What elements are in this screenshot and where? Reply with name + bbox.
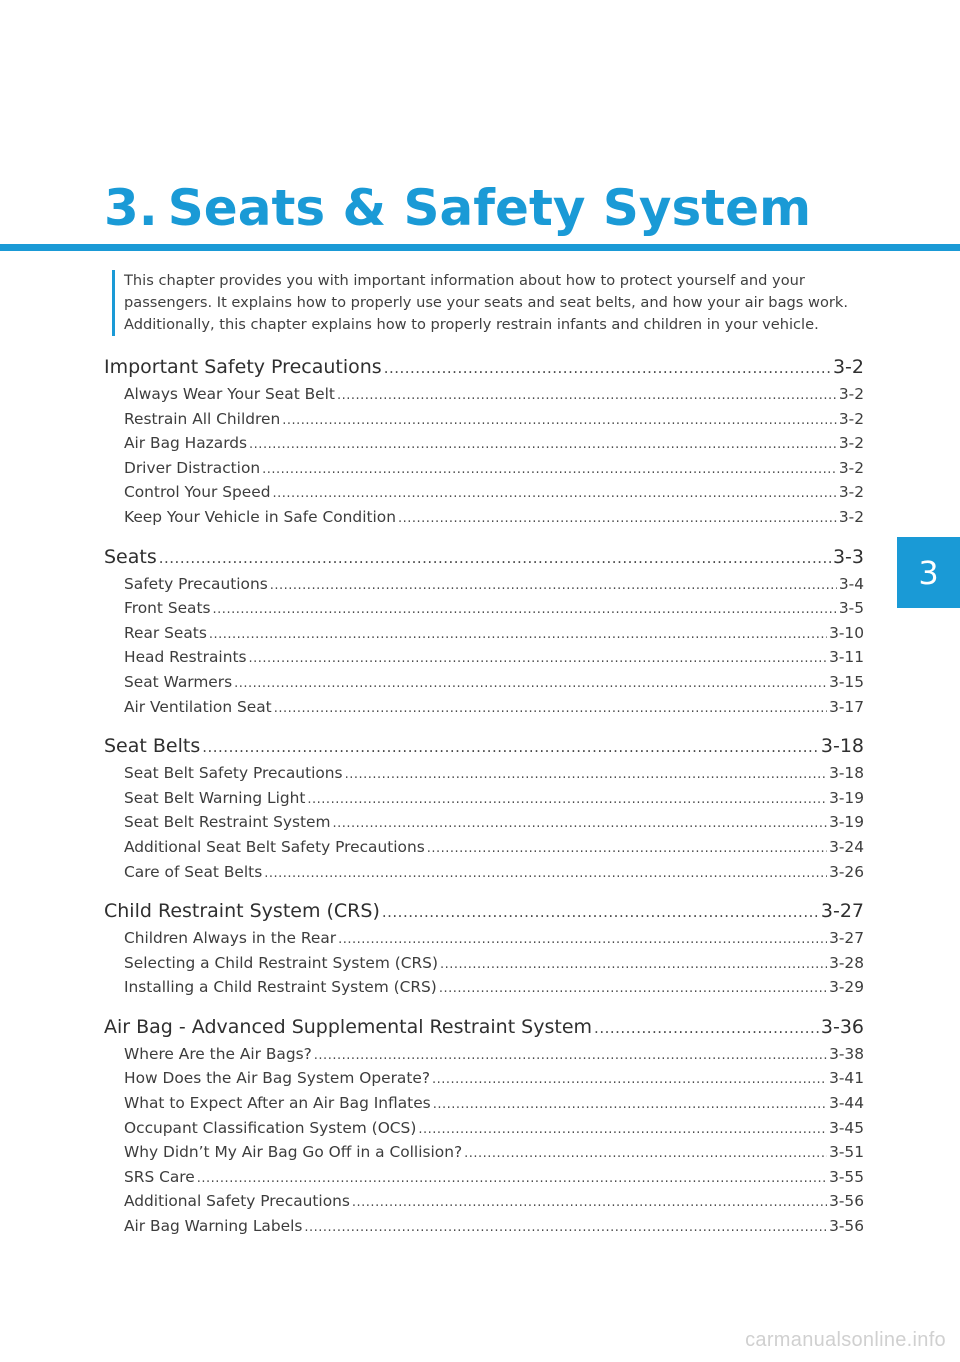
toc-entry-label: Additional Safety Precautions [124, 1192, 350, 1211]
toc-entry[interactable] [124, 506, 864, 531]
chapter-intro [112, 270, 924, 336]
toc-leader-dots [433, 1094, 827, 1117]
toc-entry-page: 3-4 [838, 574, 864, 593]
toc-entry[interactable] [124, 787, 864, 812]
toc-entry[interactable] [124, 622, 864, 647]
toc-section-heading[interactable] [104, 731, 864, 762]
toc-entry[interactable] [124, 671, 864, 696]
toc-entry-page: 3-2 [838, 483, 864, 502]
toc-subsection-list [104, 1043, 864, 1240]
toc-entry-page: 3-55 [829, 1167, 864, 1186]
toc-leader-dots [270, 575, 837, 598]
toc-entry[interactable] [124, 1117, 864, 1142]
toc-entry-label: Seat Belt Safety Precautions [124, 764, 343, 783]
toc-entry-label: Occupant Classification System (OCS) [124, 1118, 417, 1137]
toc-entry[interactable] [124, 383, 864, 408]
toc-entry-page: 3-41 [829, 1069, 864, 1088]
toc-entry-label: What to Expect After an Air Bag Inflates [124, 1094, 431, 1113]
toc-leader-dots [427, 838, 827, 861]
toc-subsection-list [104, 573, 864, 721]
toc-leader-dots [337, 385, 837, 408]
toc-entry[interactable] [124, 1043, 864, 1068]
toc-leader-dots [464, 1143, 827, 1166]
toc-leader-dots [209, 624, 827, 647]
toc-leader-dots [384, 353, 831, 383]
toc-entry-label: Driver Distraction [124, 458, 261, 477]
chapter-tab[interactable] [897, 537, 960, 608]
toc-leader-dots [264, 863, 827, 886]
toc-entry-page: 3-18 [829, 764, 864, 783]
toc-leader-dots [332, 813, 827, 836]
toc-entry-label: Additional Seat Belt Safety Precautions [124, 837, 425, 856]
toc-entry-page: 3-56 [829, 1192, 864, 1211]
toc-section-page: 3-36 [820, 1015, 864, 1038]
toc-leader-dots [440, 954, 827, 977]
toc-entry[interactable] [124, 927, 864, 952]
toc-section-heading[interactable] [104, 352, 864, 383]
toc-entry-page: 3-44 [829, 1094, 864, 1113]
toc-entry[interactable] [124, 1190, 864, 1215]
toc-leader-dots [314, 1045, 827, 1068]
toc-entry[interactable] [124, 481, 864, 506]
toc-entry[interactable] [124, 861, 864, 886]
toc-entry[interactable] [124, 408, 864, 433]
toc-entry-page: 3-15 [829, 672, 864, 691]
toc-entry-label: Seat Warmers [124, 672, 233, 691]
toc-entry-label: Control Your Speed [124, 483, 271, 502]
toc-leader-dots [213, 599, 837, 622]
toc-leader-dots [352, 1192, 827, 1215]
toc-section-title: Seat Belts [104, 735, 201, 758]
toc-leader-dots [282, 410, 837, 433]
toc-entry[interactable] [124, 597, 864, 622]
toc-entry-page: 3-45 [829, 1118, 864, 1137]
toc-leader-dots [197, 1168, 827, 1191]
toc-section [104, 352, 864, 531]
toc-entry-label: Where Are the Air Bags? [124, 1044, 312, 1063]
toc-section-heading[interactable] [104, 1012, 864, 1043]
toc-section-page: 3-3 [832, 545, 864, 568]
toc-entry-label: Seat Belt Restraint System [124, 813, 331, 832]
toc-entry-label: Children Always in the Rear [124, 929, 337, 948]
toc-entry-page: 3-10 [829, 623, 864, 642]
toc-section-heading[interactable] [104, 896, 864, 927]
toc-leader-dots [307, 789, 827, 812]
toc-entry-label: Rear Seats [124, 623, 207, 642]
toc-leader-dots [439, 978, 827, 1001]
toc-entry[interactable] [124, 1141, 864, 1166]
toc-subsection-list [104, 383, 864, 531]
toc-entry[interactable] [124, 1166, 864, 1191]
toc-leader-dots [345, 764, 827, 787]
intro-line: This chapter provides you with important information about how to protect yourself and your [124, 272, 805, 289]
toc-entry-page: 3-17 [829, 697, 864, 716]
toc-entry[interactable] [124, 1067, 864, 1092]
toc-leader-dots [338, 929, 827, 952]
toc-entry-page: 3-2 [838, 409, 864, 428]
toc-entry[interactable] [124, 811, 864, 836]
toc-leader-dots [432, 1069, 827, 1092]
chapter-name: Seats & Safety System [167, 179, 812, 237]
toc-entry-label: Safety Precautions [124, 574, 268, 593]
toc-leader-dots [273, 483, 837, 506]
chapter-title [104, 176, 811, 240]
toc-entry-label: Restrain All Children [124, 409, 281, 428]
toc-entry[interactable] [124, 1092, 864, 1117]
toc-entry[interactable] [124, 836, 864, 861]
chapter-tab-label: 3 [918, 553, 939, 592]
toc-entry-label: Air Bag Hazards [124, 434, 248, 453]
toc-entry-label: Installing a Child Restraint System (CRS) [124, 978, 437, 997]
toc-leader-dots [382, 897, 819, 927]
toc-entry-label: Air Bag Warning Labels [124, 1217, 303, 1236]
toc-section [104, 1012, 864, 1240]
table-of-contents [104, 352, 864, 1240]
toc-leader-dots [249, 434, 837, 457]
title-rule [0, 244, 960, 251]
toc-section-page: 3-18 [820, 735, 864, 758]
toc-entry-label: Head Restraints [124, 648, 247, 667]
toc-section [104, 896, 864, 1001]
intro-line: Additionally, this chapter explains how to properly restrain infants and children in your vehicle. [124, 316, 819, 333]
toc-entry-label: Air Ventilation Seat [124, 697, 272, 716]
intro-line: passengers. It explains how to properly use your seats and seat belts, and how your air bags work. [124, 294, 848, 311]
toc-section-title: Important Safety Precautions [104, 356, 382, 378]
toc-subsection-list [104, 762, 864, 885]
toc-entry-page: 3-56 [829, 1217, 864, 1236]
watermark: carmanualsonline.info [745, 1329, 946, 1351]
toc-section-title: Air Bag - Advanced Supplemental Restraint System [104, 1015, 593, 1038]
toc-section-title: Seats [104, 545, 157, 568]
toc-entry-label: Selecting a Child Restraint System (CRS) [124, 953, 438, 972]
toc-leader-dots [398, 508, 837, 531]
toc-entry[interactable] [124, 952, 864, 977]
toc-entry-label: Seat Belt Warning Light [124, 788, 306, 807]
toc-entry-label: Front Seats [124, 599, 211, 618]
toc-entry-label: Care of Seat Belts [124, 862, 263, 881]
toc-entry[interactable] [124, 976, 864, 1001]
toc-entry[interactable] [124, 432, 864, 457]
toc-entry-page: 3-51 [829, 1143, 864, 1162]
toc-entry-page: 3-2 [838, 507, 864, 526]
toc-entry-page: 3-29 [829, 978, 864, 997]
toc-leader-dots [594, 1013, 819, 1043]
toc-leader-dots [418, 1119, 827, 1142]
toc-entry[interactable] [124, 1215, 864, 1240]
toc-entry-page: 3-19 [829, 788, 864, 807]
toc-leader-dots [202, 732, 819, 762]
toc-section-heading[interactable] [104, 542, 864, 573]
toc-entry-page: 3-24 [829, 837, 864, 856]
toc-entry-page: 3-38 [829, 1044, 864, 1063]
toc-entry-page: 3-26 [829, 862, 864, 881]
toc-entry-page: 3-2 [838, 458, 864, 477]
toc-entry-label: How Does the Air Bag System Operate? [124, 1069, 431, 1088]
toc-section [104, 731, 864, 885]
toc-entry[interactable] [124, 762, 864, 787]
toc-entry-label: Keep Your Vehicle in Safe Condition [124, 507, 396, 526]
toc-leader-dots [234, 673, 827, 696]
toc-leader-dots [304, 1217, 827, 1240]
toc-entry-page: 3-2 [838, 434, 864, 453]
toc-section [104, 542, 864, 721]
toc-leader-dots [249, 648, 828, 671]
toc-leader-dots [159, 543, 831, 573]
toc-entry-label: Always Wear Your Seat Belt [124, 385, 335, 403]
toc-leader-dots [274, 698, 827, 721]
toc-entry-page: 3-5 [838, 599, 864, 618]
toc-subsection-list [104, 927, 864, 1001]
toc-entry-label: SRS Care [124, 1167, 195, 1186]
toc-entry[interactable] [124, 573, 864, 598]
toc-entry-page: 3-11 [829, 648, 864, 667]
toc-section-page: 3-2 [832, 356, 864, 378]
toc-entry-label: Why Didn’t My Air Bag Go Off in a Collision? [124, 1143, 463, 1162]
chapter-number: 3. [104, 179, 158, 237]
toc-section-page: 3-27 [820, 900, 864, 923]
toc-entry-page: 3-28 [829, 953, 864, 972]
toc-leader-dots [262, 459, 837, 482]
toc-entry[interactable] [124, 646, 864, 671]
toc-entry[interactable] [124, 457, 864, 482]
toc-section-title: Child Restraint System (CRS) [104, 900, 380, 923]
toc-entry-page: 3-27 [829, 929, 864, 948]
toc-entry-page: 3-19 [829, 813, 864, 832]
toc-entry[interactable] [124, 696, 864, 721]
toc-entry-page: 3-2 [838, 385, 864, 403]
